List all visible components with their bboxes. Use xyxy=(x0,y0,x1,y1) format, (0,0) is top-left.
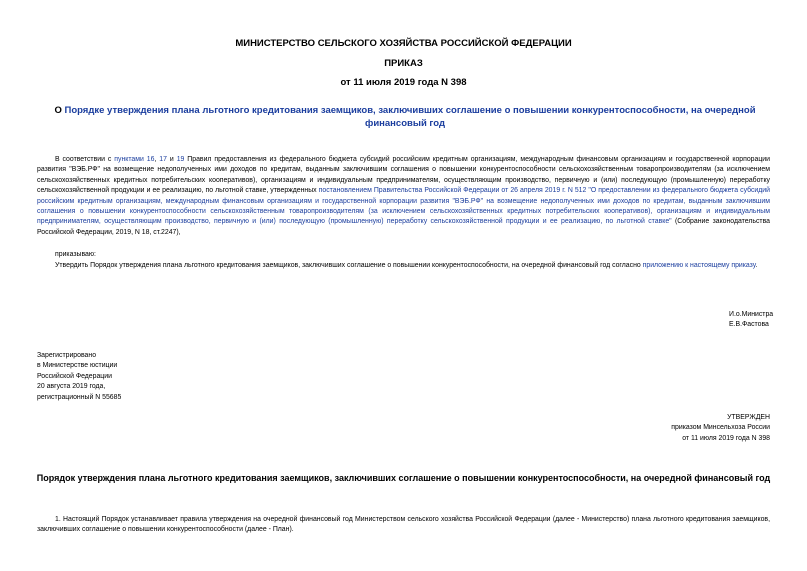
approval-line: приказом Минсельхоза России xyxy=(671,424,770,432)
basis-text-5: (Собрание законодательства Российской Федерации, 2019, N 18, ст.2247), xyxy=(37,218,770,236)
link-government-decree[interactable]: постановлением Правительства Российской Федерации от 26 апреля 2019 г. N 512 "О предоставлении из федерального бюджета субсидий российским кредитным организациям, международным финансовым организациям и государственной корпорации развития "ВЭБ.РФ" на возмещение недополученных ими доходов по кредитам, выданным заключившим соглашения о повышении конкурентоспособности сельскохозяйственным товаропроизводителям (за исключением сельскохозяйственных кредитных потребительских кооперативов), организациям и индивидуальным предпринимателям, осуществляющим производство, первичную и (или) последующую (промышленную) переработку сельскохозяйственной продукции и ее реализацию, по льготной ставке" xyxy=(37,187,770,226)
approve-paragraph xyxy=(37,261,770,271)
subject-link[interactable]: Порядке утверждения плана льготного кредитования заемщиков, заключивших соглашение о повышении конкурентоспособности, на очередной финансовый год xyxy=(64,105,756,129)
doc-subject xyxy=(50,104,760,130)
link-appendix[interactable]: приложению к настоящему приказу xyxy=(642,262,756,269)
registration-line: Зарегистрировано xyxy=(37,352,97,359)
link-item-17[interactable]: 17 xyxy=(159,156,167,163)
registration-block xyxy=(37,351,121,403)
item-1-paragraph: 1. Настоящий Порядок устанавливает правила утверждения на очередной финансовый год Министерством сельского хозяйства Российской Федерации (далее - Министерство) плана льготного кредитования заемщиков, заключивших соглашение о повышении конкурентоспособности (далее - План). xyxy=(37,516,770,534)
approval-stamp xyxy=(671,413,770,444)
link-item-19[interactable]: 19 xyxy=(176,156,185,163)
registration-line: регистрационный N 55685 xyxy=(37,393,122,401)
approve-end: . xyxy=(755,262,758,269)
approval-line: от 11 июля 2019 года N 398 xyxy=(682,434,770,442)
doc-type-heading: ПРИКАЗ xyxy=(384,58,423,69)
basis-paragraph xyxy=(37,155,770,238)
basis-text-1: В соответствии с xyxy=(55,156,115,163)
approval-line: УТВЕРЖДЕН xyxy=(727,414,770,421)
link-item-16[interactable]: пунктами 16 xyxy=(114,156,155,163)
approve-text: Утвердить Порядок утверждения плана льготного кредитования заемщиков, заключивших соглашение о повышении конкурентоспособности, на очередной финансовый год согласно xyxy=(55,262,643,269)
basis-text-3: и xyxy=(166,156,177,163)
basis-text-2: , xyxy=(154,156,160,163)
registration-line: в Министерстве юстиции xyxy=(37,362,118,370)
procedure-title: Порядок утверждения плана льготного кредитования заемщиков, заключивших соглашение о повышении конкурентоспособности, на очередной финансовый год xyxy=(36,473,771,483)
signature-name: Е.В.Фастова xyxy=(729,321,769,329)
doc-date-number: от 11 июля 2019 года N 398 xyxy=(340,77,467,88)
signature-position: И.о.Министра xyxy=(729,311,774,318)
subject-prefix: О xyxy=(54,105,65,116)
basis-text-4: Правил предоставления из федерального бюджета субсидий российским кредитным организациям, международным финансовым организациям и государственной корпорации развития "ВЭБ.РФ" на возмещение недополученных ими доходов по кредитам, выданным заключившим соглашения о повышении конкурентоспособности сельскохозяйственным товаропроизводителям (за исключением сельскохозяйственных кредитных потребительских кооперативов), организациям и индивидуальным предпринимателям, осуществляющим производство, первичную и (или) последующую (промышленную) переработку сельскохозяйственной продукции и ее реализацию, по льготной ставке, утвержденных xyxy=(37,156,770,195)
orders-word: приказываю: xyxy=(55,251,96,258)
registration-line: 20 августа 2019 года, xyxy=(37,383,106,391)
ministry-heading: МИНИСТЕРСТВО СЕЛЬСКОГО ХОЗЯЙСТВА РОССИЙСКОЙ ФЕДЕРАЦИИ xyxy=(235,38,572,49)
signature-block xyxy=(729,310,774,331)
registration-line: Российской Федерации xyxy=(37,372,112,380)
